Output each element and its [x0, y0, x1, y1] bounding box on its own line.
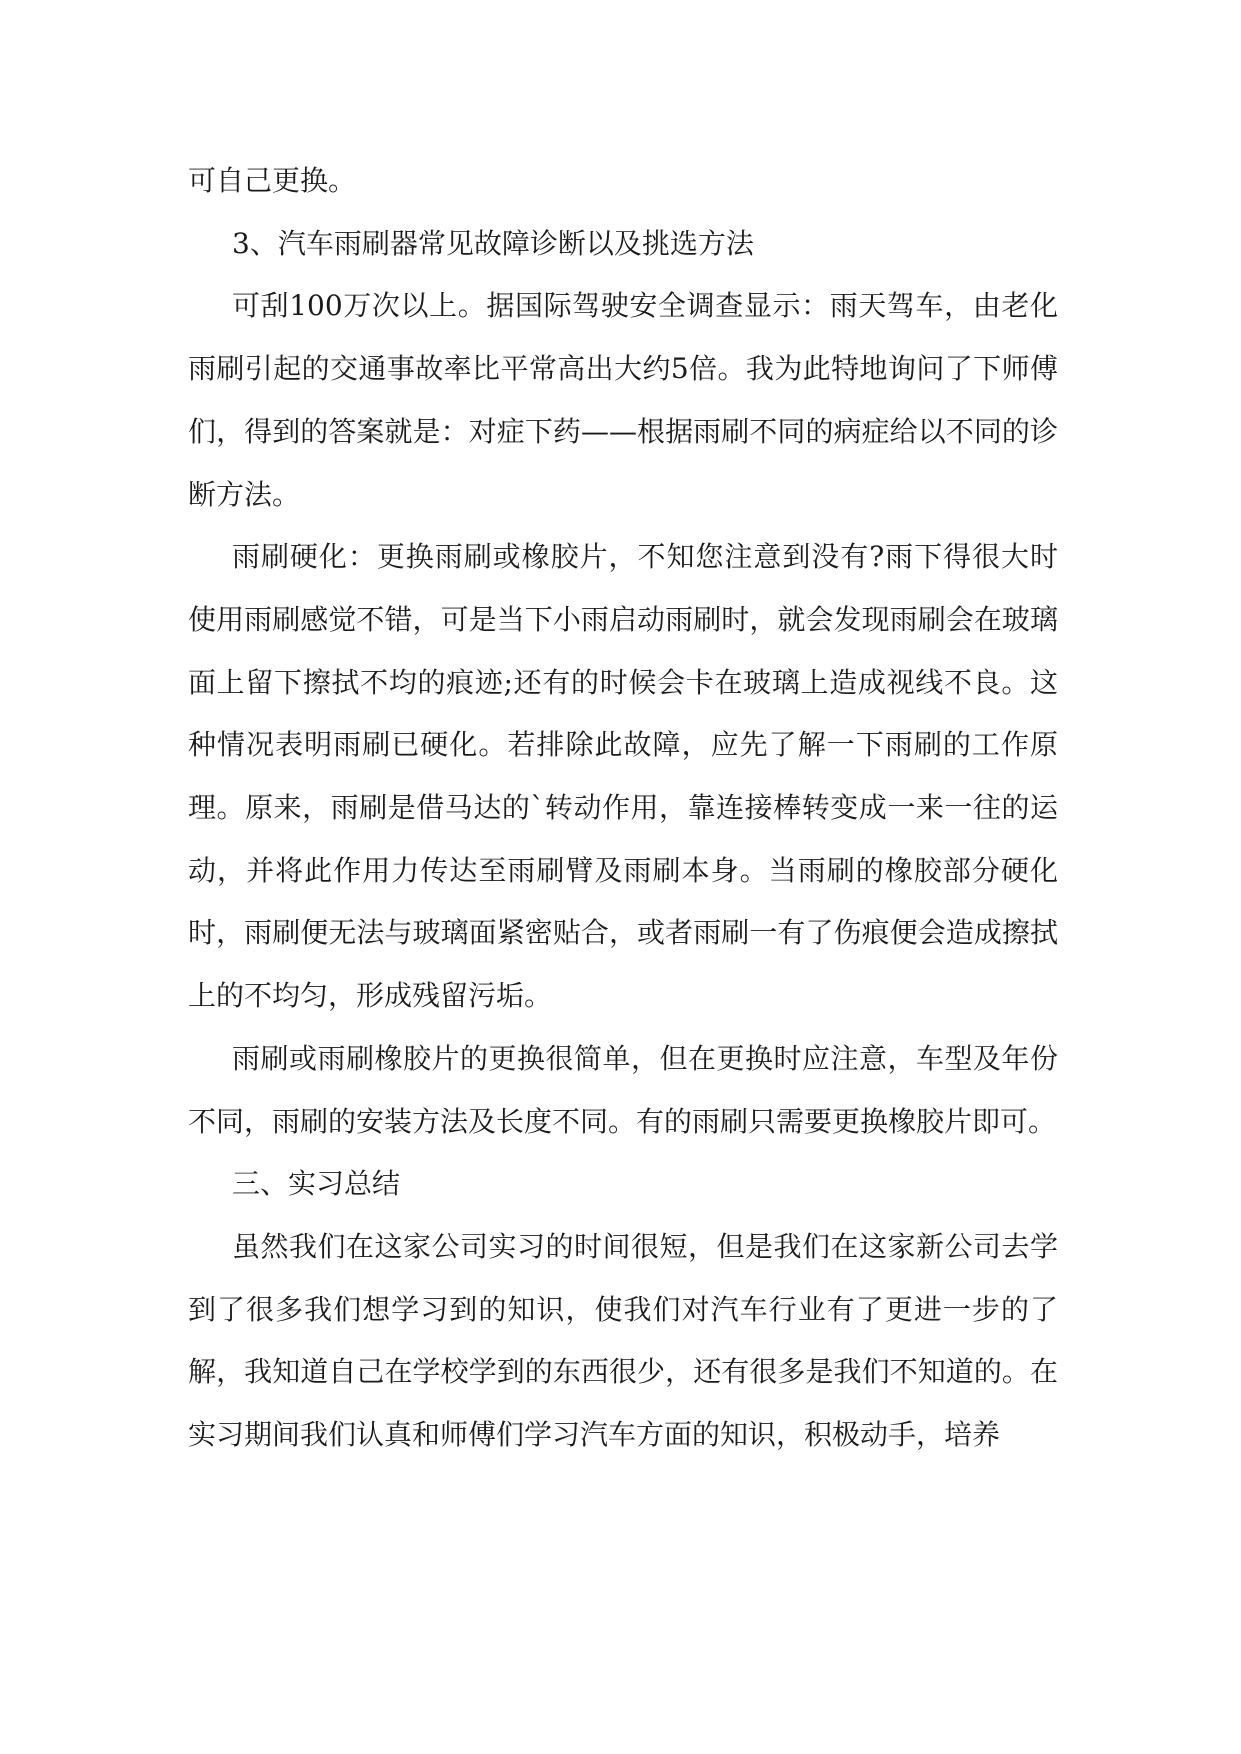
document-page [188, 150, 1058, 1467]
paragraph-internship-summary: 虽然我们在这家公司实习的时间很短，但是我们在这家新公司去学到了很多我们想学习到的知识，使我们对汽车行业有了更进一步的了解，我知道自己在学校学到的东西很少，还有很多是我们不知道的。在实习期间我们认真和师傅们学习汽车方面的知识，积极动手，培养 [188, 1229, 1058, 1452]
paragraph-wiper-replacement: 雨刷或雨刷橡胶片的更换很简单，但在更换时应注意，车型及年份不同，雨刷的安装方法及长度不同。有的雨刷只需要更换橡胶片即可。 [188, 1041, 1058, 1138]
paragraph-continuation: 可自己更换。 [188, 164, 357, 197]
paragraph-wiper-hardening: 雨刷硬化：更换雨刷或橡胶片，不知您注意到没有?雨下得很大时使用雨刷感觉不错，可是当下小雨启动雨刷时，就会发现雨刷会在玻璃面上留下擦拭不均的痕迹;还有的时候会卡在玻璃上造成视线不良。这种情况表明雨刷已硬化。若排除此故障，应先了解一下雨刷的工作原理。原来，雨刷是借马达的`转动作用，靠连接棒转变成一来一往的运动，并将此作用力传达至雨刷臂及雨刷本身。当雨刷的橡胶部分硬化时，雨刷便无法与玻璃面紧密贴合，或者雨刷一有了伤痕便会造成擦拭上的不均匀，形成残留污垢。 [188, 540, 1058, 1013]
section-heading-wiper-diagnosis: 3、汽车雨刷器常见故障诊断以及挑选方法 [232, 226, 754, 260]
section-heading-internship-summary: 三、实习总结 [232, 1167, 401, 1201]
paragraph-wiper-lifespan: 可刮100万次以上。据国际驾驶安全调查显示：雨天驾车，由老化雨刷引起的交通事故率比平常高出大约5倍。我为此特地询问了下师傅们，得到的答案就是：对症下药——根据雨刷不同的病症给以不同的诊断方法。 [188, 289, 1058, 511]
